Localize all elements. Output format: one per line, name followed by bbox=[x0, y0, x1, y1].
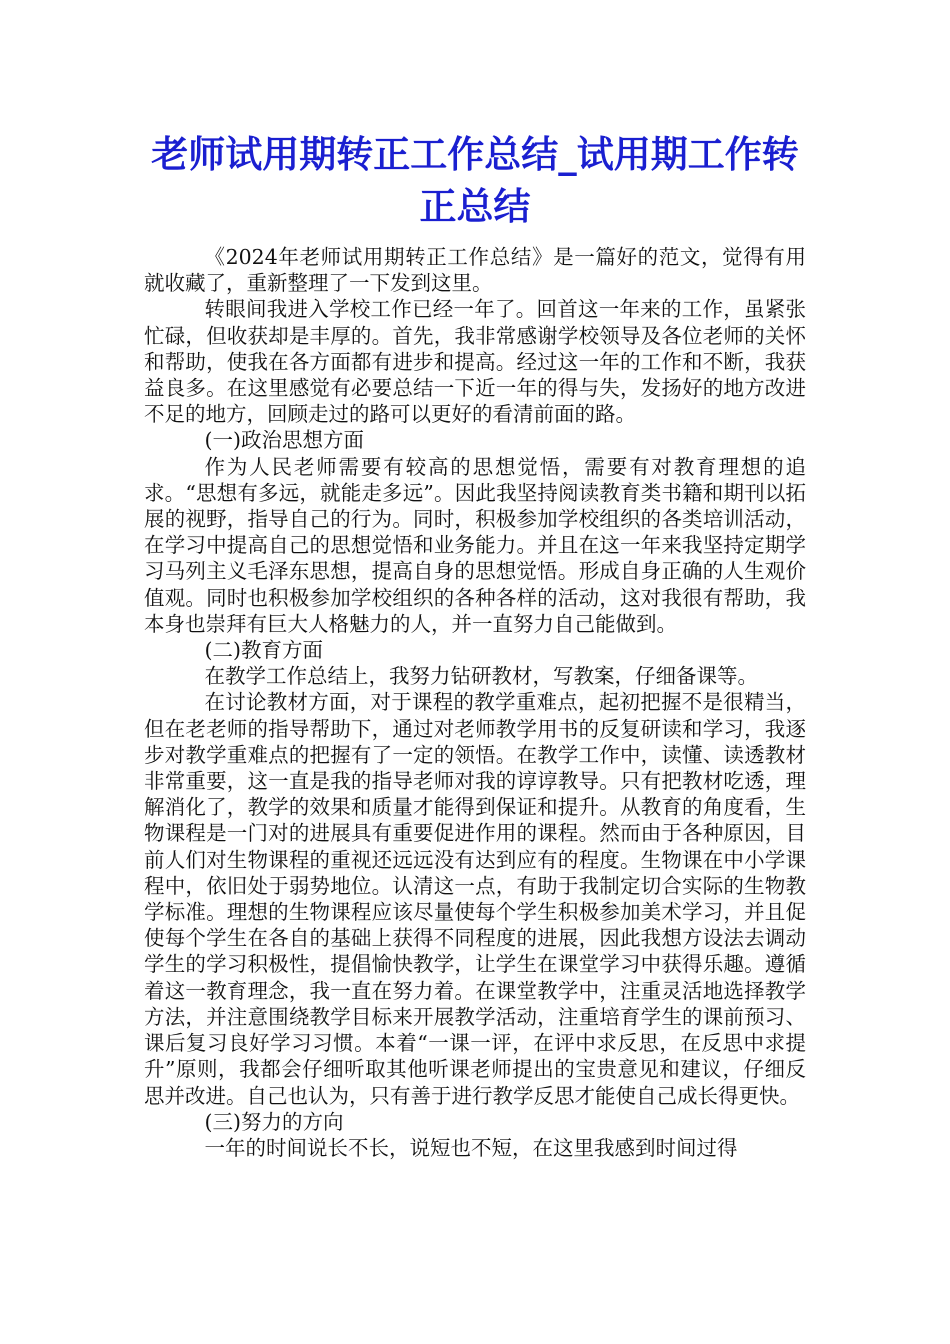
overview-paragraph: 转眼间我进入学校工作已经一年了。回首这一年来的工作，虽紧张忙碌，但收获却是丰厚的。首先，我非常感谢学校领导及各位老师的关怀和帮助，使我在各方面都有进步和提高。经过这一年的工作和不断，我获益良多。在这里感觉有必要总结一下近一年的得与失，发扬好的地方改进不足的地方，回顾走过的路可以更好的看清前面的路。 bbox=[144, 297, 806, 427]
direction-paragraph: 一年的时间说长不长，说短也不短，在这里我感到时间过得 bbox=[204, 1135, 738, 1160]
section-heading-direction: (三)努力的方向 bbox=[204, 1109, 344, 1134]
document-title: 老师试用期转正工作总结_试用期工作转正总结 bbox=[151, 132, 799, 228]
document-body bbox=[144, 244, 806, 1161]
education-summary-paragraph: 在教学工作总结上，我努力钻研教材，写教案，仔细备课等。 bbox=[204, 664, 758, 689]
section-heading-politics: (一)政治思想方面 bbox=[204, 428, 364, 453]
section-heading-education: (二)教育方面 bbox=[204, 638, 323, 663]
education-detail-paragraph: 在讨论教材方面，对于课程的教学重难点，起初把握不是很精当，但在老老师的指导帮助下，通过对老师教学用书的反复研读和学习，我逐步对教学重难点的把握有了一定的领悟。在教学工作中，读懂、读透教材非常重要，这一直是我的指导老师对我的谆谆教导。只有把教材吃透，理解消化了，教学的效果和质量才能得到保证和提升。从教育的角度看，生物课程是一门对的进展具有重要促进作用的课程。然而由于各种原因，目前人们对生物课程的重视还远远没有达到应有的程度。生物课在中小学课程中，依旧处于弱势地位。认清这一点，有助于我制定切合实际的生物教学标准。理想的生物课程应该尽量使每个学生积极参加美术学习，并且促使每个学生在各自的基础上获得不同程度的进展，因此我想方设法去调动学生的学习积极性，提倡愉快教学，让学生在课堂学习中获得乐趣。遵循着这一教育理念，我一直在努力着。在课堂教学中，注重灵活地选择教学方法，并注意围绕教学目标来开展教学活动，注重培育学生的课前预习、课后复习良好学习习惯。本着“一课一评，在评中求反思，在反思中求提升”原则，我都会仔细听取其他听课老师提出的宝贵意见和建议，仔细反思并改进。自己也认为，只有善于进行教学反思才能使自己成长得更快。 bbox=[144, 690, 806, 1108]
politics-paragraph: 作为人民老师需要有较高的思想觉悟，需要有对教育理想的追求。“思想有多远，就能走多远”。因此我坚持阅读教育类书籍和期刊以拓展的视野，指导自己的行为。同时，积极参加学校组织的各类培训活动，在学习中提高自己的思想觉悟和业务能力。并且在这一年来我坚持定期学习马列主义毛泽东思想，提高自身的思想觉悟。形成自身正确的人生观价值观。同时也积极参加学校组织的各种各样的活动，这对我很有帮助，我本身也崇拜有巨大人格魅力的人，并一直努力自己能做到。 bbox=[144, 454, 806, 636]
intro-paragraph: 《2024年老师试用期转正工作总结》是一篇好的范文，觉得有用就收藏了，重新整理了一下发到这里。 bbox=[144, 245, 806, 296]
